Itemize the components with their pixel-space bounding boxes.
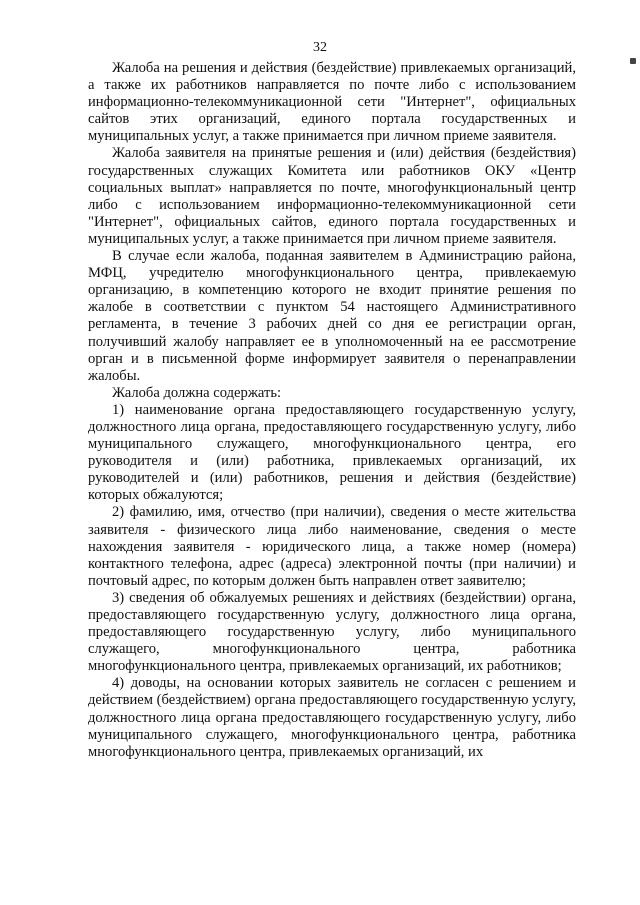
paragraph-complaint-organizations: Жалоба на решения и действия (бездействие) привлекаемых организаций, а также их работников направляется по почте либо с использованием информационно-телекоммуникационной сети "Интернет", официальных сайтов этих организаций, единого портала государственных и муниципальных услуг, а также принимается при личном приеме заявителя. <box>88 60 576 145</box>
scan-edge-mark <box>630 58 636 64</box>
paragraph-item-3: 3) сведения об обжалуемых решениях и действиях (бездействии) органа, предоставляющего государственную услугу, должностного лица органа, предоставляющего государственную услугу, либо муниципального служащего, многофункционального центра, работника многофункционального центра, привлекаемых организаций, их работников; <box>88 589 576 675</box>
paragraph-complaint-redirect: В случае если жалоба, поданная заявителем в Администрацию района, МФЦ, учредителю многофункционального центра, привлекаемую организацию, в компетенцию которого не входит принятие решения по жалобе в соответствии с пунктом 54 настоящего Административного регламента, в течение 3 рабочих дней со дня ее регистрации орган, получивший жалобу направляет ее в уполномоченный на ее рассмотрение орган и в письменной форме информирует заявителя о перенаправлении жалобы. <box>88 248 576 384</box>
page-number: 32 <box>313 40 327 55</box>
paragraph-item-1: 1) наименование органа предоставляющего государственную услугу, должностного лица органа, предоставляющего государственную услугу, либо муниципального служащего, многофункционального центра, его руководителя и (или) работника, привлекаемых организаций, их руководителей и (или) работников, решения и действия (бездействие) которых обжалуются; <box>88 401 576 504</box>
paragraph-item-4: 4) доводы, на основании которых заявитель не согласен с решением и действием (бездействием) органа предоставляющего государственную услугу, должностного лица органа предоставляющего государственную услугу, либо муниципального служащего, многофункционального центра, работника многофункционального центра, привлекаемых организаций, их <box>88 675 576 760</box>
paragraph-item-2: 2) фамилию, имя, отчество (при наличии), сведения о месте жительства заявителя - физического лица либо наименование, сведения о месте нахождения заявителя - юридического лица, а также номер (номера) контактного телефона, адрес (адреса) электронной почты (при наличии) и почтовый адрес, по которым должен быть направлен ответ заявителю; <box>88 504 576 589</box>
paragraph-complaint-contents-intro: Жалоба должна содержать: <box>112 384 282 401</box>
body-text <box>88 60 576 761</box>
paragraph-complaint-committee: Жалоба заявителя на принятые решения и (или) действия (бездействия) государственных служащих Комитета или работников ОКУ «Центр социальных выплат» направляется по почте, многофункциональный центр либо с использованием информационно-телекоммуникационной сети "Интернет", официальных сайтов, единого портала государственных и муниципальных услуг, а также принимается при личном приеме заявителя. <box>88 145 576 247</box>
